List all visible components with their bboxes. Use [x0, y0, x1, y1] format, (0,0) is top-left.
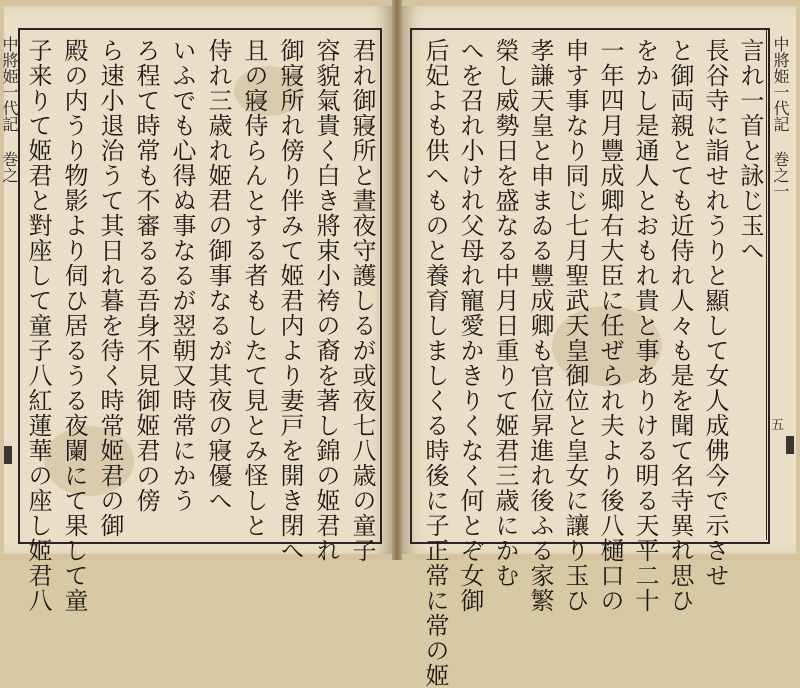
right-text-frame [410, 28, 770, 688]
right-page [402, 6, 796, 688]
right-col-1: 言れ一首と詠じ玉へ [736, 38, 764, 263]
right-col-9: へを召れ小けれ父母れ寵愛かきりくなく何とぞ女御 [456, 38, 484, 613]
book-gutter [392, 0, 402, 560]
left-col-9: 殿の内うり物影より伺ひ居るうる夜闌にて果して童 [60, 38, 88, 613]
right-col-2: 長谷寺に詣せれうりと顯して女人成佛今で示させ [701, 38, 729, 588]
left-col-3: 御寢所れ傍り伴みて姬君内より妻戸を開き閉へ [276, 38, 304, 563]
right-margin-label: 中將姫一代記 巻之一 [771, 36, 790, 199]
right-col-7: 孝謙天皇と申まゐる豐成卿も官位昇進れ後ふる家繁 [526, 38, 554, 613]
left-text-frame [18, 28, 382, 613]
right-col-8: 榮し威勢日を盛なる中月日重りて姬君三歳にかむ [491, 38, 519, 588]
right-col-6: 申す事なり同じ七月聖武天皇御位と皇女に讓り玉ひ [561, 38, 589, 613]
left-col-8: ら速小退治うて其日れ暮を待く時常姬君の御 [96, 38, 124, 538]
left-col-5: 侍れ三歳れ姬君の御事なるが其夜の寢優へ [204, 38, 232, 513]
right-col-3: と御両親とても近侍れ人々も是を聞て名寺異れ思ひ [666, 38, 694, 613]
left-col-4: 且の寢侍らんとする者もしたて見とみ怪しと [240, 38, 268, 538]
right-col-10: 后妃よも供へものと養育しましくる時後に子正常に常の姬 [421, 38, 449, 688]
folio-number: 五 [771, 418, 785, 433]
left-col-6: いふでも心得ぬ事なるが翌朝又時常にかう [168, 38, 196, 513]
left-edge-mark [4, 446, 12, 464]
right-margin-column [766, 28, 790, 540]
left-col-2: 容貌氣貴く白き將束小袴の裔を著し錦の姬君れ [312, 38, 340, 563]
left-col-7: ろ程て時常も不審るる吾身不見御姬君の傍 [132, 38, 160, 513]
right-col-4: をかし是通人とおもれ貴と事ありける明る天平二十 [631, 38, 659, 613]
left-col-10: 子来りて姬君と對座して童子八紅蓮華の座し姬君八 [24, 38, 52, 613]
left-col-1: 君れ御寢所と晝夜守護しるが或夜七八歳の童子 [348, 38, 376, 563]
left-page [0, 6, 392, 613]
left-margin-label: 中將姫一代記 巻之 [0, 36, 19, 183]
right-col-5: 一年四月豐成卿右大臣に任ぜられ夫より後八樋口の [596, 38, 624, 613]
right-edge-mark [786, 436, 794, 454]
